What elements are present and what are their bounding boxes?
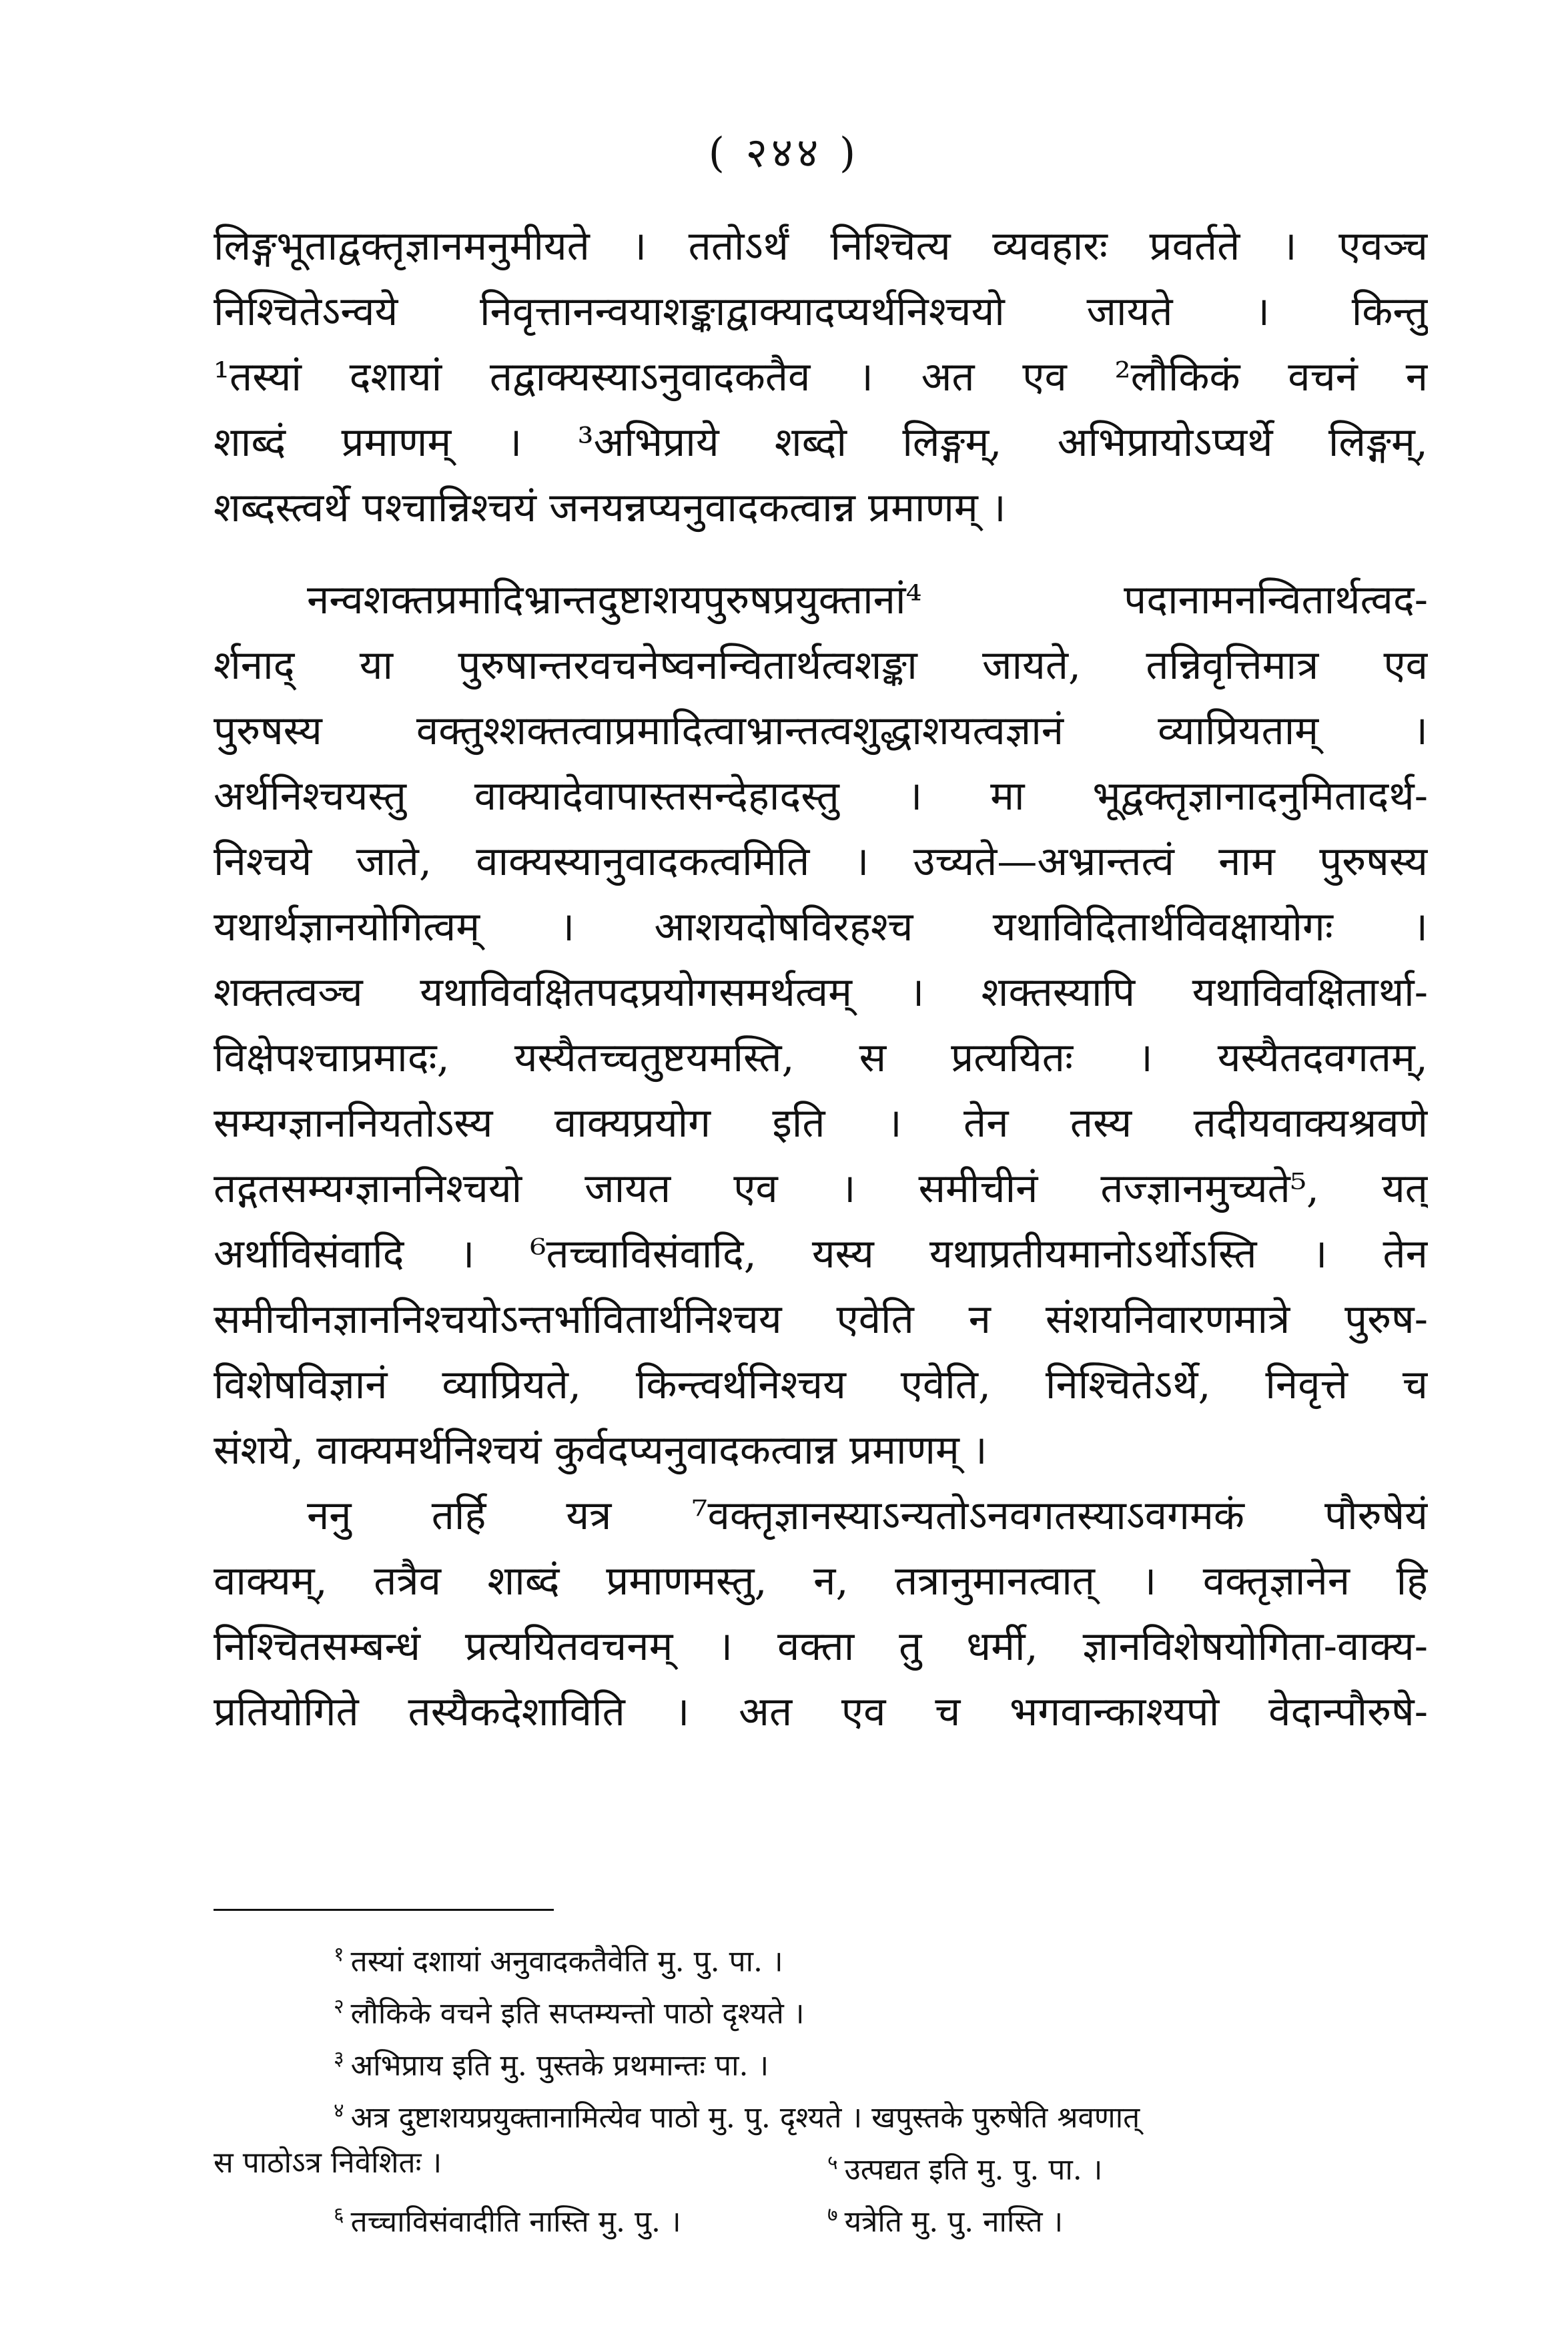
- footnote-text: यत्रेति मु. पु. नास्ति ।: [844, 2205, 1064, 2239]
- text-line: वाक्यम्, तत्रैव शाब्दं प्रमाणमस्तु, न, तत्रानुमानत्वात् । वक्तृज्ञानेन हि: [214, 1558, 1428, 1604]
- footnotes: [214, 1929, 1428, 2241]
- text-line: ननु तर्हि यत्र ⁷वक्तृज्ञानस्याऽन्यतोऽनवगतस्याऽवगमकं पौरुषेयं: [307, 1492, 1428, 1539]
- footnote-text: तच्चाविसंवादीति नास्ति मु. पु. ।: [350, 2205, 681, 2239]
- text-line: विशेषविज्ञानं व्याप्रियते, किन्त्वर्थनिश्चय एवेति, निश्चितेऽर्थे, निवृत्ते च: [214, 1362, 1428, 1408]
- footnote: [334, 2189, 827, 2241]
- text-line: शब्दस्त्वर्थे पश्चान्निश्चयं जनयन्नप्यनुवादकत्वान्न प्रमाणम् ।: [214, 485, 1006, 531]
- text-line: शाब्दं प्रमाणम् । ³अभिप्राये शब्दो लिङ्गम्, अभिप्रायोऽप्यर्थे लिङ्गम्,: [214, 419, 1428, 466]
- text-line: समीचीनज्ञाननिश्चयोऽन्तर्भावितार्थनिश्चय एवेति न संशयनिवारणमात्रे पुरुष-: [214, 1296, 1428, 1343]
- text-line: तद्गतसम्यग्ज्ञाननिश्चयो जायत एव । समीचीनं तज्ज्ञानमुच्यते⁵, यत्: [214, 1165, 1428, 1212]
- text-line: शक्तत्वञ्च यथाविवक्षितपदप्रयोगसमर्थत्वम् । शक्तस्यापि यथाविवक्षितार्था-: [214, 969, 1428, 1016]
- footnote-text: तस्यां दशायां अनुवादकतैवेति मु. पु. पा. ।: [350, 1944, 783, 1979]
- footnote-number: ४: [334, 2099, 344, 2122]
- text-line: नन्वशक्तप्रमादिभ्रान्तदुष्टाशयपुरुषप्रयुक्तानां⁴ पदानामनन्वितार्थत्वद-: [307, 577, 1428, 623]
- text-line: निश्चितेऽन्वये निवृत्तानन्वयाशङ्काद्वाक्यादप्यर्थनिश्चयो जायते । किन्तु: [214, 288, 1428, 335]
- text-line: प्रतियोगिते तस्यैकदेशाविति । अत एव च भगवान्काश्यपो वेदान्पौरुषे-: [214, 1689, 1428, 1735]
- text-line: यथार्थज्ञानयोगित्वम् । आशयदोषविरहश्च यथाविदितार्थविवक्षायोगः ।: [214, 904, 1428, 950]
- footnote-number: ५: [827, 2151, 838, 2174]
- footnote-text: अभिप्राय इति मु. पुस्तके प्रथमान्तः पा. ।: [350, 2048, 769, 2083]
- footnote-continuation: स पाठोऽत्र निवेशितः ।: [214, 2146, 442, 2180]
- text-line: निश्चये जाते, वाक्यस्यानुवादकत्वमिति । उच्यते—अभ्रान्तत्वं नाम पुरुषस्य: [214, 838, 1428, 885]
- text-line: लिङ्गभूताद्वक्तृज्ञानमनुमीयते । ततोऽर्थं निश्चित्य व्यवहारः प्रवर्तते । एवञ्च: [214, 223, 1428, 270]
- text-line: अर्थाविसंवादि । ⁶तच्चाविसंवादि, यस्य यथाप्रतीयमानोऽर्थोऽस्ति । तेन: [214, 1231, 1428, 1277]
- text-line: पुरुषस्य वक्तुश्शक्तत्वाप्रमादित्वाभ्रान्तत्वशुद्धाशयत्वज्ञानं व्याप्रियताम् ।: [214, 707, 1428, 754]
- footnote: [827, 2189, 1063, 2241]
- text-line: ¹तस्यां दशायां तद्वाक्यस्याऽनुवादकतैव । अत एव ²लौकिकं वचनं न: [214, 354, 1428, 400]
- footnote-number: ७: [827, 2203, 838, 2227]
- footnote-text: लौकिके वचने इति सप्तम्यन्तो पाठो दृश्यते ।: [350, 1996, 805, 2031]
- footnote: [214, 1929, 1428, 1981]
- footnote-text: अत्र दुष्टाशयप्रयुक्तानामित्येव पाठो मु. पु. दृश्यते । खपुस्तके पुरुषेति श्रवणात्: [350, 2100, 1140, 2135]
- text-line: विक्षेपश्चाप्रमादः, यस्यैतच्चतुष्टयमस्ति, स प्रत्ययितः । यस्यैतदवगतम्,: [214, 1035, 1428, 1081]
- text-line: निश्चितसम्बन्धं प्रत्ययितवचनम् । वक्ता तु धर्मी, ज्ञानविशेषयोगिता-वाक्य-: [214, 1623, 1428, 1670]
- footnote-number: १: [334, 1943, 344, 1966]
- footnote-rule: [214, 1909, 554, 1911]
- text-line: अर्थनिश्चयस्तु वाक्यादेवापास्तसन्देहादस्तु । मा भूद्वक्तृज्ञानादनुमितादर्थ-: [214, 773, 1428, 820]
- text-line: संशये, वाक्यमर्थनिश्चयं कुर्वदप्यनुवादकत्वान्न प्रमाणम् ।: [214, 1427, 988, 1474]
- footnote-row: [214, 2189, 1428, 2241]
- footnote-number: ६: [334, 2203, 344, 2227]
- page-number: ( २४४ ): [708, 128, 860, 177]
- footnote-number: ३: [334, 2047, 344, 2070]
- text-line: र्शनाद् या पुरुषान्तरवचनेष्वनन्वितार्थत्वशङ्का जायते, तन्निवृत्तिमात्र एव: [214, 642, 1428, 689]
- footnote: [214, 2085, 1428, 2137]
- footnote-text: उत्पद्यत इति मु. पु. पा. ।: [844, 2152, 1103, 2187]
- footnote-number: २: [334, 1995, 344, 2018]
- footnote: [214, 2033, 1428, 2085]
- footnote-row: [214, 2137, 1428, 2189]
- footnote: [214, 1981, 1428, 2033]
- main-text: [214, 214, 1428, 1745]
- footnote: [827, 2137, 1102, 2189]
- text-line: सम्यग्ज्ञाननियतोऽस्य वाक्यप्रयोग इति । तेन तस्य तदीयवाक्यश्रवणे: [214, 1100, 1428, 1147]
